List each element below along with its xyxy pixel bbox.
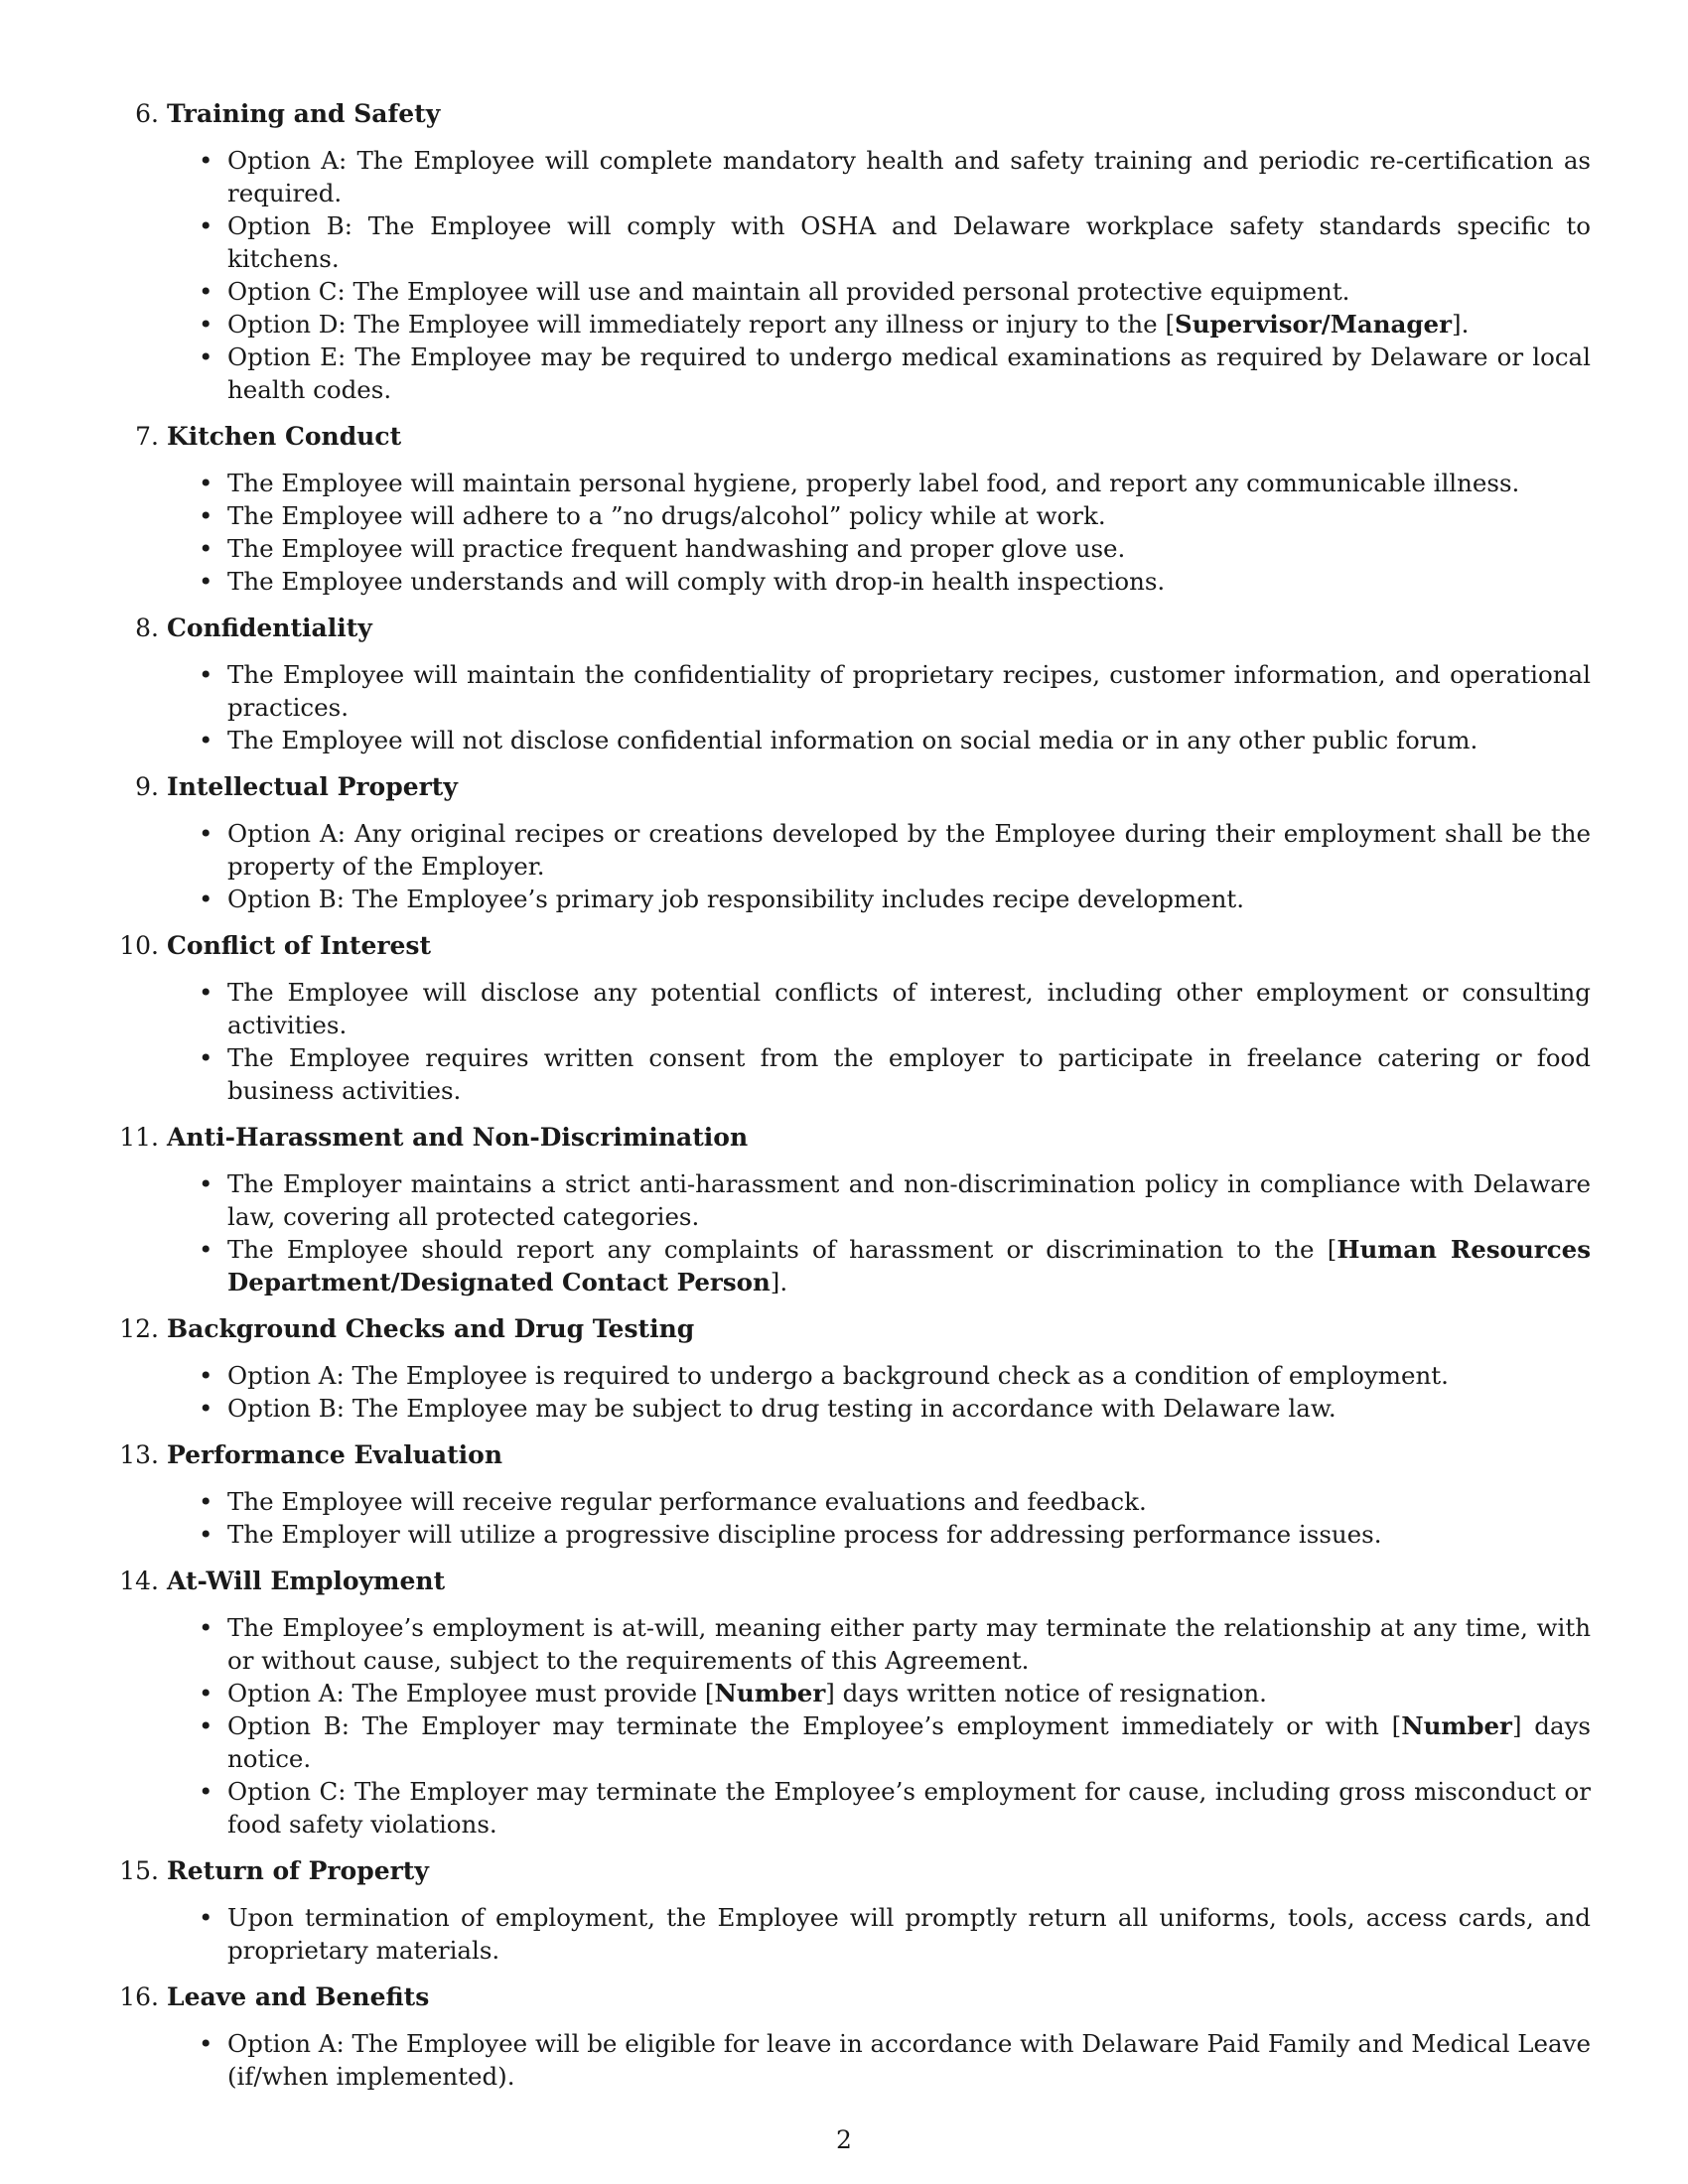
section-number: 16. <box>119 1982 159 2011</box>
list-item <box>227 275 1591 308</box>
item-text: Option A: The Employee will be eligible for leave in accordance with Delaware Paid Family and Medical Leave (if/when implemented). <box>227 2029 1591 2091</box>
section-number: 11. <box>119 1123 159 1152</box>
list-item <box>227 1392 1591 1425</box>
bullet-list <box>167 817 1591 915</box>
section-11 <box>117 1121 1591 1298</box>
section-7 <box>117 420 1591 598</box>
list-item <box>227 1359 1591 1392</box>
list-item <box>227 2027 1591 2093</box>
item-text: The Employee understands and will comply with drop-in health inspections. <box>227 567 1166 596</box>
list-item <box>227 144 1591 209</box>
section-number: 7. <box>135 422 159 451</box>
list-item <box>227 1775 1591 1841</box>
list-item <box>227 817 1591 883</box>
list-item <box>227 658 1591 724</box>
list-item <box>227 532 1591 565</box>
section-10 <box>117 929 1591 1107</box>
list-item <box>227 1167 1591 1233</box>
list-item <box>227 565 1591 598</box>
list-item <box>227 341 1591 406</box>
item-text: Option B: The Employer may terminate the Employee’s employment immediately or with [ <box>227 1711 1402 1740</box>
section-title: At-Will Employment <box>167 1567 446 1595</box>
item-text: Option E: The Employee may be required to undergo medical examinations as required by Delaware or local health codes. <box>227 342 1591 404</box>
bullet-list <box>167 144 1591 406</box>
section-6 <box>117 97 1591 406</box>
list-item <box>227 724 1591 756</box>
section-title: Return of Property <box>167 1856 429 1885</box>
placeholder-text: Number <box>714 1679 826 1707</box>
item-text: The Employee will disclose any potential conflicts of interest, including other employment or consulting activities. <box>227 978 1591 1039</box>
item-text: ]. <box>770 1268 788 1297</box>
section-number: 6. <box>135 99 159 128</box>
bullet-list <box>167 1485 1591 1551</box>
section-title: Anti-Harassment and Non-Discrimination <box>167 1123 749 1152</box>
item-text: The Employee’s employment is at-will, meaning either party may terminate the relationship at any time, with or without cause, subject to the requirements of this Agreement. <box>227 1613 1591 1675</box>
item-text: ] days written notice of resignation. <box>825 1679 1267 1707</box>
placeholder-text: Human Resources Department/Designated Contact Person <box>227 1235 1591 1297</box>
item-text: The Employee will maintain the confidentiality of proprietary recipes, customer information, and operational practices. <box>227 660 1591 722</box>
list-item <box>227 1518 1591 1551</box>
section-number: 13. <box>119 1440 159 1469</box>
item-text: The Employer maintains a strict anti-harassment and non-discrimination policy in compliance with Delaware law, covering all protected categories. <box>227 1169 1591 1231</box>
section-13 <box>117 1438 1591 1551</box>
section-number: 14. <box>119 1567 159 1595</box>
section-9 <box>117 770 1591 915</box>
placeholder-text: Supervisor/Manager <box>1175 310 1453 339</box>
item-text: The Employee will not disclose confidential information on social media or in any other public forum. <box>227 726 1478 754</box>
item-text: The Employee should report any complaints of harassment or discrimination to the [ <box>227 1235 1337 1264</box>
section-title: Intellectual Property <box>167 772 458 801</box>
bullet-list <box>167 658 1591 756</box>
bullet-list <box>167 1901 1591 1967</box>
list-item <box>227 1611 1591 1677</box>
list-item <box>227 976 1591 1041</box>
bullet-list <box>167 976 1591 1107</box>
item-text: The Employee will receive regular performance evaluations and feedback. <box>227 1487 1147 1516</box>
item-text: The Employee will maintain personal hygiene, properly label food, and report any communicable illness. <box>227 469 1520 497</box>
item-text: Upon termination of employment, the Employee will promptly return all uniforms, tools, access cards, and proprietary materials. <box>227 1903 1591 1965</box>
item-text: ]. <box>1452 310 1470 339</box>
item-text: Option B: The Employee may be subject to drug testing in accordance with Delaware law. <box>227 1394 1336 1423</box>
section-8 <box>117 612 1591 756</box>
item-text: Option A: The Employee must provide [ <box>227 1679 715 1707</box>
item-text: Option A: Any original recipes or creations developed by the Employee during their employment shall be the property of the Employer. <box>227 819 1591 881</box>
document-body <box>117 97 1591 2107</box>
list-item <box>227 209 1591 275</box>
section-title: Background Checks and Drug Testing <box>167 1314 695 1343</box>
item-text: ] days notice. <box>227 1711 1591 1773</box>
list-item <box>227 308 1591 341</box>
bullet-list <box>167 467 1591 598</box>
item-text: The Employee will adhere to a ”no drugs/alcohol” policy while at work. <box>227 501 1106 530</box>
list-item <box>227 1677 1591 1709</box>
section-16 <box>117 1980 1591 2093</box>
section-title: Confidentiality <box>167 614 372 642</box>
list-item <box>227 499 1591 532</box>
list-item <box>227 1041 1591 1107</box>
section-15 <box>117 1854 1591 1967</box>
item-text: Option B: The Employee’s primary job responsibility includes recipe development. <box>227 885 1245 913</box>
section-14 <box>117 1565 1591 1841</box>
bullet-list <box>167 2027 1591 2093</box>
section-number: 10. <box>119 931 159 960</box>
list-item <box>227 1233 1591 1298</box>
bullet-list <box>167 1359 1591 1425</box>
section-12 <box>117 1312 1591 1425</box>
item-text: The Employee will practice frequent handwashing and proper glove use. <box>227 534 1126 563</box>
list-item <box>227 1485 1591 1518</box>
item-text: Option A: The Employee will complete mandatory health and safety training and periodic re-certification as required. <box>227 146 1591 207</box>
section-title: Training and Safety <box>167 99 441 128</box>
section-number: 12. <box>119 1314 159 1343</box>
section-number: 9. <box>135 772 159 801</box>
item-text: The Employee requires written consent from the employer to participate in freelance catering or food business activities. <box>227 1043 1591 1105</box>
section-title: Kitchen Conduct <box>167 422 402 451</box>
list-item <box>227 467 1591 499</box>
section-title: Leave and Benefits <box>167 1982 430 2011</box>
section-title: Performance Evaluation <box>167 1440 503 1469</box>
item-text: Option A: The Employee is required to undergo a background check as a condition of employment. <box>227 1361 1449 1390</box>
item-text: Option C: The Employer may terminate the Employee’s employment for cause, including gross misconduct or food safety violations. <box>227 1777 1591 1839</box>
list-item <box>227 883 1591 915</box>
section-number: 15. <box>119 1856 159 1885</box>
page-number: 2 <box>836 2125 852 2154</box>
bullet-list <box>167 1611 1591 1841</box>
list-item <box>227 1709 1591 1775</box>
bullet-list <box>167 1167 1591 1298</box>
section-number: 8. <box>135 614 159 642</box>
placeholder-text: Number <box>1401 1711 1512 1740</box>
item-text: Option B: The Employee will comply with OSHA and Delaware workplace safety standards specific to kitchens. <box>227 211 1591 273</box>
item-text: The Employer will utilize a progressive discipline process for addressing performance issues. <box>227 1520 1382 1549</box>
list-item <box>227 1901 1591 1967</box>
item-text: Option D: The Employee will immediately report any illness or injury to the [ <box>227 310 1176 339</box>
item-text: Option C: The Employee will use and maintain all provided personal protective equipment. <box>227 277 1350 306</box>
section-title: Conflict of Interest <box>167 931 432 960</box>
